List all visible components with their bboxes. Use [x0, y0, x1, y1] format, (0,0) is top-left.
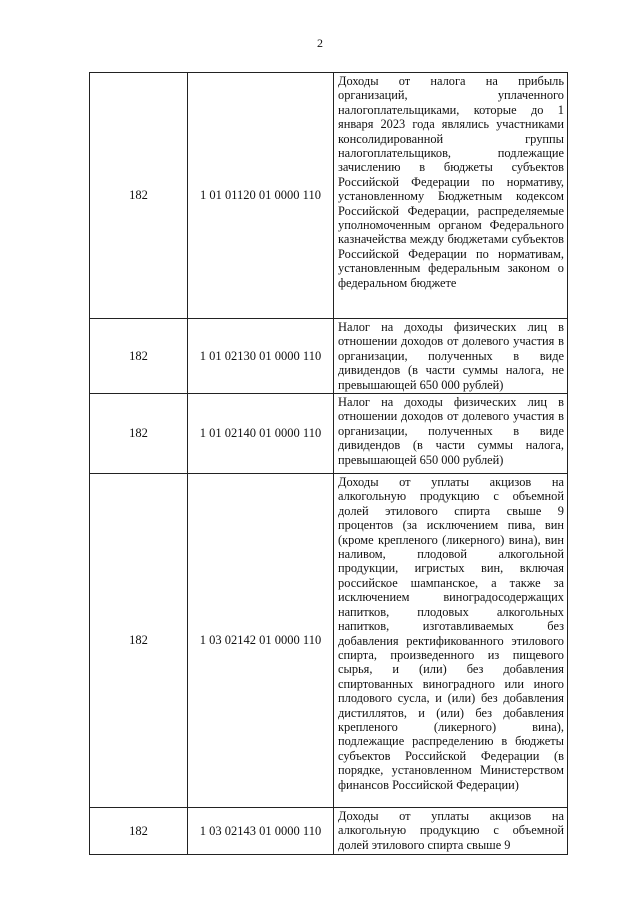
budget-classification-table: [89, 72, 568, 855]
admin-code-cell: 182: [90, 474, 188, 808]
description-cell: Доходы от налога на прибыль организаций, уплаченного налогоплательщиками, которые до 1 января 2023 года являлись участниками консолидированной группы налогоплательщиков, подлежащие зачислению в бюджеты субъектов Российской Федерации по нормативу, установленному Бюджетным кодексом Российской Федерации, распределяемые уполномоченным органом Федерального казначейства между бюджетами субъектов Российской Федерации по нормативам, установленным федеральным законом о федеральном бюджете: [334, 73, 568, 319]
table-row: [90, 808, 568, 855]
kbk-code-cell: 1 01 02140 01 0000 110: [188, 394, 334, 474]
table-row: [90, 394, 568, 474]
description-cell: Налог на доходы физических лиц в отношении доходов от долевого участия в организации, полученных в виде дивидендов (в части суммы налога, превышающей 650 000 рублей): [334, 394, 568, 474]
description-cell: [334, 808, 568, 855]
admin-code-cell: 182: [90, 394, 188, 474]
description-text: Доходы от уплаты акцизов на алкогольную продукцию с объемной долей этилового спирта свыше 9: [338, 809, 564, 852]
table-row: [90, 319, 568, 394]
admin-code-cell: 182: [90, 319, 188, 394]
kbk-code-cell: 1 03 02143 01 0000 110: [188, 808, 334, 855]
table-row: [90, 474, 568, 808]
kbk-code-cell: 1 01 01120 01 0000 110: [188, 73, 334, 319]
page-number: 2: [317, 36, 323, 50]
table-row: [90, 73, 568, 319]
description-cell: Налог на доходы физических лиц в отношении доходов от долевого участия в организации, полученных в виде дивидендов (в части суммы налога, не превышающей 650 000 рублей): [334, 319, 568, 394]
admin-code-cell: 182: [90, 73, 188, 319]
kbk-code-cell: 1 01 02130 01 0000 110: [188, 319, 334, 394]
admin-code-cell: 182: [90, 808, 188, 855]
kbk-code-cell: 1 03 02142 01 0000 110: [188, 474, 334, 808]
description-cell: Доходы от уплаты акцизов на алкогольную продукцию с объемной долей этилового спирта свыше 9 процентов (за исключением пива, вин (кроме крепленого (ликерного) вина), вин наливом, плодовой алкогольной продукции, игристых вин, включая российское шампанское, а также за исключением виноградосодержащих напитков, плодовых алкогольных напитков, изготавливаемых без добавления ректификованного этилового спирта, произведенного из пищевого сырья, и (или) без добавления спиртованных виноградного или иного плодового сусла, и (или) без добавления дистиллятов, и (или) без добавления крепленого (ликерного) вина), подлежащие распределению в бюджеты субъектов Российской Федерации (в порядке, установленном Министерством финансов Российской Федерации): [334, 474, 568, 808]
